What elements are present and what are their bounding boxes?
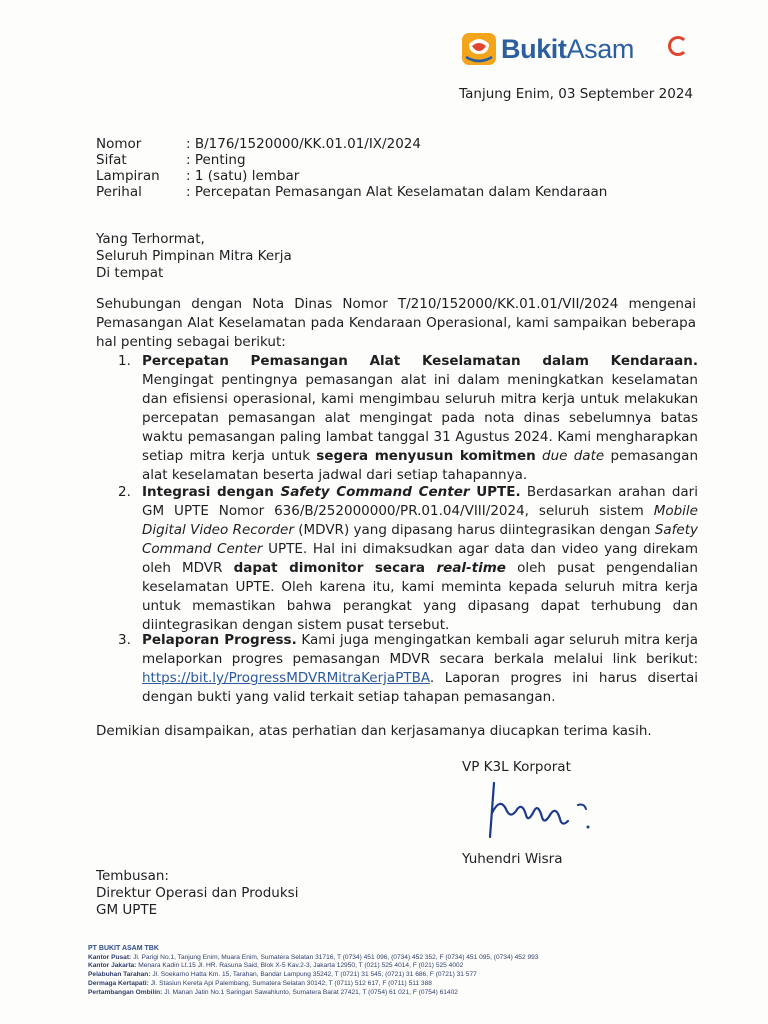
signatory-title: VP K3L Korporat [462,759,571,775]
meta-value: : Penting [186,152,246,168]
meta-label: Sifat [96,152,127,168]
item-text: pemasangan alat keselamatan beserta jadwal dari setiap tahapannya. [142,448,699,483]
letter-date: Tanjung Enim, 03 September 2024 [459,86,693,102]
signatory-name: Yuhendri Wisra [462,851,563,867]
list-item [118,631,698,707]
item-number: 3. [118,632,131,648]
item-text: Kami juga mengingatkan kembali agar seluruh mitra kerja melaporkan progres pemasangan MDVR secara berkala melalui link berikut: [142,632,699,667]
closing-paragraph: Demikian disampaikan, atas perhatian dan kerjasamanya diucapkan terima kasih. [96,723,652,739]
footer-line: Dermaga Kertapati: Jl. Stasiun Kereta Api Palembang, Sumatera Selatan 30142, T (0711) 512 617, F (0711) 511 388 [88,979,432,987]
item-bold: dapat dimonitor secara [233,560,437,576]
recipient-line: Di tempat [96,265,164,281]
footer-line: Kantor Pusat: Jl. Parigi No.1, Tanjung Enim, Muara Enim, Sumatera Selatan 31716, T (0734) 451 096, (0734) 452 352, F (0734) 451 095, (0734) 452 993 [88,953,539,961]
list-item [118,483,698,635]
item-number: 1. [118,353,131,369]
item-text: Berdasarkan arahan dari GM UPTE Nomor 636/B/252000000/PR.01.04/VIII/2024, seluruh sistem [142,484,698,519]
meta-label: Lampiran [96,168,160,184]
item-bold: segera menyusun komitmen [316,448,536,464]
cc-line: Direktur Operasi dan Produksi [96,885,299,901]
meta-label: Perihal [96,184,142,200]
item-text: Mengingat pentingnya pemasangan alat ini dalam meningkatkan keselamatan dan efisiensi operasional, kami mengimbau seluruh mitra kerja untuk melakukan percepatan pemasangan alat mengingat pada nota dinas sebelumnya batas waktu pemasangan paling lambat tanggal 31 Agustus 2024. Kami mengharapkan setiap mitra kerja untuk [142,372,698,464]
item-text: . Laporan progres ini harus disertai dengan bukti yang valid terkait setiap tahapan pemasangan. [142,670,698,705]
meta-value: : B/176/1520000/KK.01.01/IX/2024 [186,136,421,152]
meta-value: : Percepatan Pemasangan Alat Keselamatan dalam Kendaraan [186,184,608,200]
item-italic: Safety Command Center [142,522,698,557]
logo-ring-icon [668,36,688,56]
meta-lampiran [96,168,299,184]
meta-sifat [96,152,246,168]
intro-paragraph: Sehubungan dengan Nota Dinas Nomor T/210/152000/KK.01.01/VII/2024 mengenai Pemasangan Alat Keselamatan pada Kendaraan Operasional, kami sampaikan beberapa hal penting sebagai berikut: [96,296,696,350]
item-text: oleh pusat pengendalian keselamatan UPTE. Oleh karena itu, kami meminta kepada seluruh mitra kerja untuk memastikan bahwa perangkat yang dipasang dapat terhubung dan diintegrasikan dengan sistem pusat tersebut. [142,560,698,633]
list-item [118,352,698,485]
item-heading: Integrasi dengan Safety Command Center UPTE. [142,484,521,500]
cc-line: GM UPTE [96,902,158,918]
item-number: 2. [118,484,131,500]
company-logo [461,30,693,70]
meta-value: : 1 (satu) lembar [186,168,300,184]
footer-line: Kantor Jakarta: Menara Kadin Lt.15 Jl. HR. Rasuna Said, Blok X-5 Kav.2-3, Jakarta 12950, T (021) 525 4014, F (021) 525 4002 [88,962,464,970]
item-italic: due date [542,448,605,464]
footer-line: Pertambangan Ombilin: Jl. Manan Jatin No.1 Saringan Sawahlunto, Sumatera Barat 27421, T (0754) 61 021, F (0754) 61402 [88,988,458,996]
logo-mark-icon [461,32,497,66]
meta-nomor [96,136,421,152]
recipient-line: Yang Terhormat, [96,231,205,247]
footer-company: PT BUKIT ASAM TBK [88,945,159,952]
item-bold-italic: real-time [436,560,506,576]
item-text: (MDVR) yang dipasang harus diintegrasikan dengan [293,522,655,538]
item-heading: Percepatan Pemasangan Alat Keselamatan dalam Kendaraan. [142,353,698,369]
item-italic: Mobile Digital Video Recorder [142,503,698,538]
recipient-block [96,231,696,282]
letterhead-footer [88,945,688,997]
meta-label: Nomor [96,136,142,152]
item-heading: Pelaporan Progress. [142,632,297,648]
item-text: UPTE. Hal ini dimaksudkan agar data dan video yang direkam oleh MDVR [142,541,698,576]
handwritten-signature [480,775,600,845]
recipient-line: Seluruh Pimpinan Mitra Kerja [96,248,292,264]
footer-line: Pelabuhan Tarahan: Jl. Soekarno Hatta Km. 15, Tarahan, Bandar Lampung 35242, T (0721) 31 545, (0721) 31 686, F (0721) 31 577 [88,971,477,979]
meta-perihal [96,184,607,200]
logo-wordmark: BukitAsam [501,34,634,64]
cc-block [96,868,696,919]
cc-line: Tembusan: [96,868,169,884]
progress-link[interactable]: https://bit.ly/ProgressMDVRMitraKerjaPTBA [142,670,430,686]
